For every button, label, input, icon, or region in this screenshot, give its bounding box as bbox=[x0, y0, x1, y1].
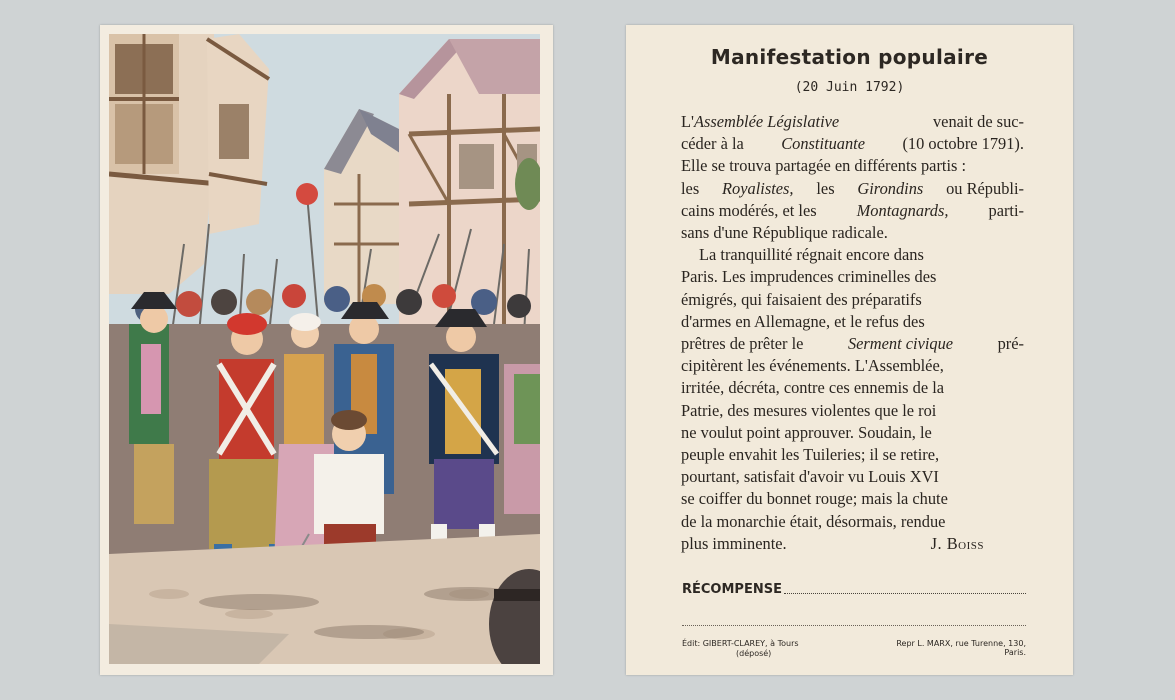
body-line: émigrés, qui faisaient des préparatifs bbox=[681, 289, 922, 309]
recompense-dotted-line bbox=[784, 593, 1026, 594]
card-date: (20 Juin 1792) bbox=[794, 80, 905, 95]
publisher-credit bbox=[682, 639, 822, 659]
crowd-illustration bbox=[109, 34, 540, 664]
body-line-final: plus imminente. J. Boiss bbox=[681, 533, 1024, 555]
body-line: les Royalistes, les Girondins ou Républi- bbox=[681, 178, 1024, 198]
body-line: Elle se trouva partagée en différents partis : bbox=[681, 156, 967, 176]
text-card bbox=[626, 25, 1073, 675]
body-line: Patrie, des mesures violentes que le roi bbox=[681, 400, 937, 420]
body-line: peuple envahit les Tuileries; il se retire, bbox=[681, 445, 940, 465]
card-title: Manifestation populaire bbox=[710, 45, 989, 69]
body-line: céder à la Constituante (10 octobre 1791). bbox=[681, 134, 1024, 154]
body-line: irritée, décréta, contre ces ennemis de la bbox=[681, 378, 945, 398]
body-line: ne voulut point approuver. Soudain, le bbox=[681, 422, 932, 442]
publisher-text: Édit: GIBERT-CLAREY, à Tours bbox=[682, 639, 799, 648]
body-line: La tranquillité régnait encore dans bbox=[699, 245, 924, 265]
signature: J. Boiss bbox=[930, 533, 984, 553]
body-line: cipitèrent les événements. L'Assemblée, bbox=[681, 356, 944, 376]
body-line: se coiffer du bonnet rouge; mais la chute bbox=[681, 489, 948, 509]
publisher-deposit: (déposé) bbox=[736, 649, 772, 658]
body-line: pourtant, satisfait d'avoir vu Louis XVI bbox=[681, 467, 939, 487]
printer-credit: Repr L. MARX, rue Turenne, 130, Paris. bbox=[896, 639, 1026, 657]
dotted-divider bbox=[682, 625, 1026, 626]
body-line: prêtres de prêter le Serment civique pré- bbox=[681, 334, 1024, 354]
body-line: L'Assemblée Législative venait de suc- bbox=[681, 112, 1024, 131]
recompense-field bbox=[682, 582, 1026, 597]
card-body bbox=[681, 111, 1024, 555]
body-line: d'armes en Allemagne, et le refus des bbox=[681, 311, 925, 331]
recompense-label: RÉCOMPENSE bbox=[682, 582, 782, 597]
body-line: de la monarchie était, désormais, rendue bbox=[681, 511, 946, 531]
body-line: cains modérés, et les Montagnards, parti- bbox=[681, 200, 1024, 220]
body-line: Paris. Les imprudences criminelles des bbox=[681, 267, 937, 287]
picture-card bbox=[100, 25, 553, 675]
body-line: sans d'une République radicale. bbox=[681, 223, 888, 243]
